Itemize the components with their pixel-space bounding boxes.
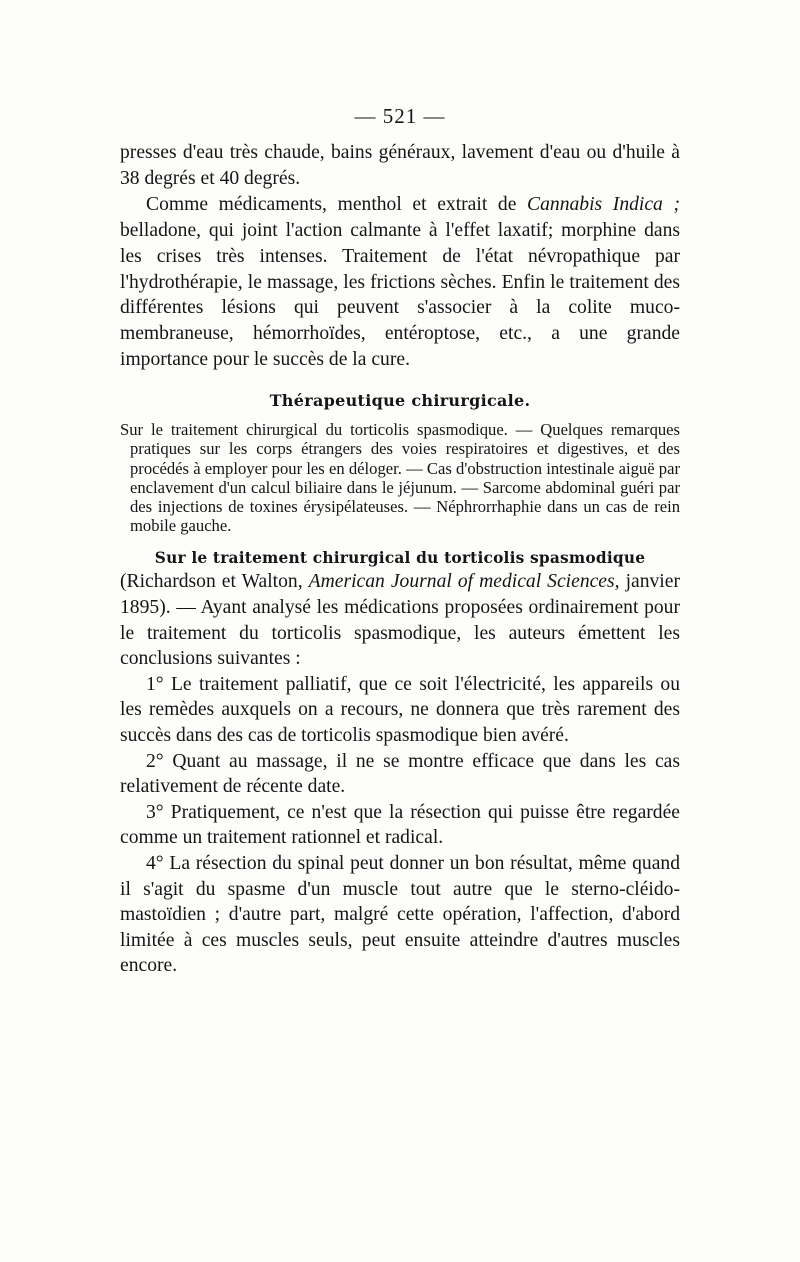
page-number: — 521 —: [354, 104, 446, 128]
conclusion-item: 2° Quant au massage, il ne se montre efficace que dans les cas relativement de récente date.: [120, 750, 680, 798]
medications-text-end: belladone, qui joint l'action calmante à l'effet laxatif; morphine dans les crises très intenses. Traitement de l'état névropathique par l'hydrothérapie, le massage, les frictions sèches. Enfin le traitement des différentes lésions qui peuvent s'associer à la colite muco-membraneuse, hémorrhoïdes, entéroptose, etc., a une grande importance pour le succès de la cure.: [120, 219, 680, 371]
paragraph-continuation: presses d'eau très chaude, bains généraux, lavement d'eau ou d'huile à 38 degrés et 40 degrés.: [120, 142, 680, 189]
conclusion-item: 1° Le traitement palliatif, que ce soit l'électricité, les appareils ou les remèdes auxquels on a recours, ne donnera que très rarement des succès dans des cas de torticolis spasmodique bien avéré.: [120, 673, 680, 746]
medications-text-start: Comme médicaments, menthol et extrait de: [146, 193, 528, 215]
section-title: Thérapeutique chirurgicale.: [269, 391, 531, 411]
paragraph-medications: [120, 192, 680, 373]
article-intro-end: janvier 1895). — Ayant analysé les médications proposées ordinairement pour le traitement du torticolis spasmodique, les auteurs émettent les conclusions suivantes :: [120, 571, 680, 670]
article-intro: [120, 569, 680, 671]
cannabis-indica-term: Cannabis Indica ;: [527, 193, 681, 215]
article-intro-start: (Richardson et Walton,: [120, 571, 309, 593]
page-body: [120, 140, 680, 979]
journal-title: American Journal of medical Sciences,: [308, 571, 620, 593]
conclusion-item: 3° Pratiquement, ce n'est que la résection qui puisse être regardée comme un traitement rationnel et radical.: [120, 801, 680, 849]
section-summary: Sur le traitement chirurgical du torticolis spasmodique. — Quelques remarques pratiques sur les corps étrangers des voies respiratoires et digestives, et des procédés à employer pour les en déloger. — Cas d'obstruction intestinale aiguë par enclavement d'un calcul biliaire dans le jéjunum. — Sarcome abdominal guéri par des injections de toxines érysipélateuses. — Néphrorrhaphie dans un cas de rein mobile gauche.: [120, 420, 680, 536]
conclusion-item: 4° La résection du spinal peut donner un bon résultat, même quand il s'agit du spasme d'un muscle tout autre que le sterno-cléido-mastoïdien ; d'autre part, malgré cette opération, l'affection, d'abord limitée à ces muscles seuls, peut ensuite atteindre d'autres muscles encore.: [120, 852, 680, 977]
article-heading: Sur le traitement chirurgical du torticolis spasmodique: [154, 549, 646, 568]
